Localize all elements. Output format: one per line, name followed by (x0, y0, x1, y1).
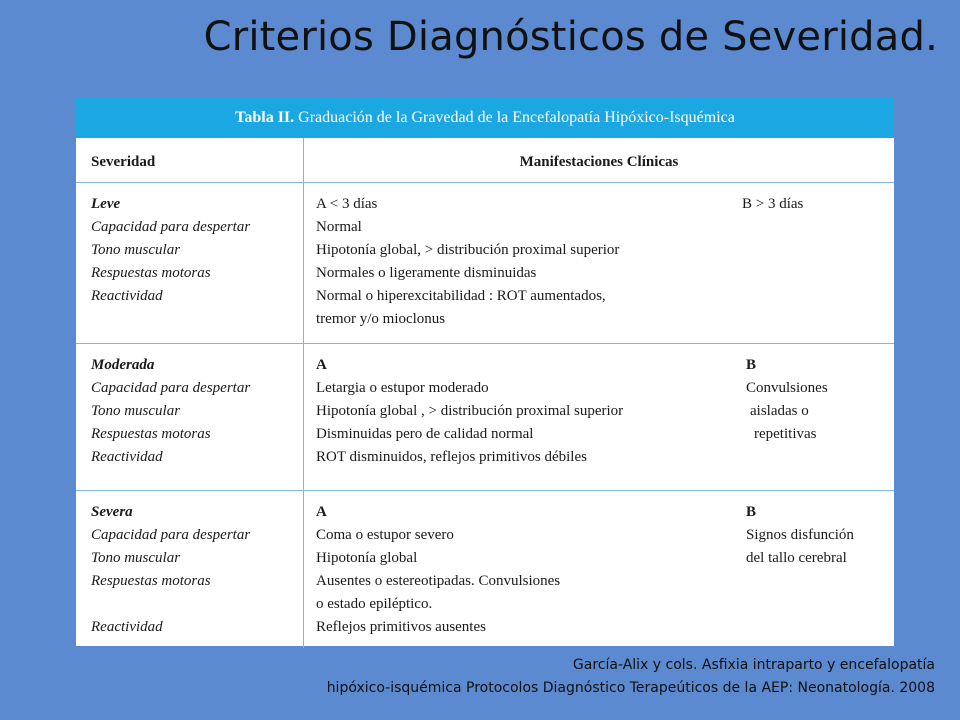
table-caption-prefix: Tabla II. (235, 109, 295, 126)
criterion-label: Respuestas motoras (91, 573, 211, 589)
manifestation-b: aisladas o (750, 403, 809, 419)
severa-criteria (76, 491, 304, 648)
leve-column-b (742, 193, 803, 216)
criterion-label: Reactividad (91, 449, 163, 465)
manifestation-a: Hipotonía global (316, 550, 418, 566)
criterion-label: Respuestas motoras (91, 426, 211, 442)
section-moderada (76, 344, 894, 491)
citation (327, 654, 935, 700)
criterion-label: Tono muscular (91, 242, 181, 258)
manifestation-a: Reflejos primitivos ausentes (316, 619, 486, 635)
moderada-criteria (76, 344, 304, 490)
section-leve (76, 183, 894, 344)
slide-title: Criterios Diagnósticos de Severidad. (203, 14, 938, 60)
manifestation-a: Normales o ligeramente disminuidas (316, 265, 537, 281)
column-b-header: B > 3 días (742, 196, 804, 212)
severity-name-leve: Leve (91, 196, 121, 212)
column-b-header: B (746, 357, 757, 373)
manifestation-a: o estado epiléptico. (316, 596, 433, 612)
criterion-label: Capacidad para despertar (91, 219, 251, 235)
severa-manifestations (304, 491, 894, 648)
criterion-label: Respuestas motoras (91, 265, 211, 281)
manifestation-a: Hipotonía global , > distribución proximal superior (316, 403, 624, 419)
criterion-label: Reactividad (91, 619, 163, 635)
manifestation-a: Letargia o estupor moderado (316, 380, 489, 396)
criterion-label: Reactividad (91, 288, 163, 304)
manifestation-a: Hipotonía global, > distribución proximal superior (316, 242, 620, 258)
spacer (91, 593, 303, 616)
criterion-label: Capacidad para despertar (91, 380, 251, 396)
manifestation-b: del tallo cerebral (746, 550, 847, 566)
leve-manifestations (304, 183, 894, 343)
column-a-header: A < 3 días (316, 196, 378, 212)
table-caption-text: Graduación de la Gravedad de la Encefalopatía Hipóxico-Isquémica (298, 109, 735, 126)
manifestation-a: Coma o estupor severo (316, 527, 454, 543)
section-severa (76, 491, 894, 648)
manifestation-b: Signos disfunción (746, 527, 854, 543)
table-header-row (76, 138, 894, 183)
manifestation-b: repetitivas (754, 426, 817, 442)
manifestation-b: Convulsiones (746, 380, 828, 396)
header-manifestations: Manifestaciones Clínicas (519, 154, 679, 170)
criterion-label: Tono muscular (91, 550, 181, 566)
severity-name-severa: Severa (91, 504, 133, 520)
header-severity: Severidad (76, 138, 304, 182)
citation-line-1: García-Alix y cols. Asfixia intraparto y encefalopatía (572, 657, 935, 673)
criterion-label: Capacidad para despertar (91, 527, 251, 543)
citation-line-2: hipóxico-isquémica Protocolos Diagnóstico Terapeúticos de la AEP: Neonatología. 2008 (326, 680, 935, 696)
manifestation-a: ROT disminuidos, reflejos primitivos débiles (316, 449, 587, 465)
moderada-manifestations (304, 344, 894, 490)
table-caption (76, 98, 894, 138)
severity-name-moderada: Moderada (91, 357, 155, 373)
manifestation-a: Ausentes o estereotipadas. Convulsiones (316, 573, 561, 589)
manifestation-a: tremor y/o mioclonus (316, 311, 446, 327)
leve-criteria (76, 183, 304, 343)
severa-column-b (746, 501, 854, 570)
severity-table (76, 98, 894, 646)
column-a-header: A (316, 504, 327, 520)
manifestation-a: Normal (316, 219, 362, 235)
column-a-header: A (316, 357, 327, 373)
manifestation-a: Normal o hiperexcitabilidad : ROT aumentados, (316, 288, 606, 304)
column-b-header: B (746, 504, 757, 520)
criterion-label: Tono muscular (91, 403, 181, 419)
moderada-column-b (746, 354, 828, 446)
manifestation-a: Disminuidas pero de calidad normal (316, 426, 534, 442)
